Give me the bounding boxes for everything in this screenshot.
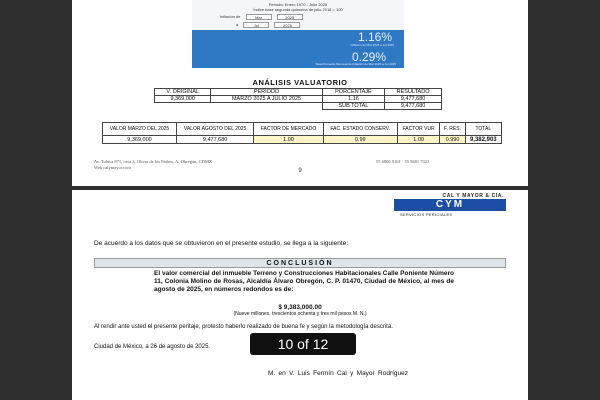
intro-paragraph: De acuerdo a los datos que se obtuvieron en el presente estudio, se llega a la siguiente: [94, 240, 349, 247]
table-header-cell: FACTOR VUR [397, 123, 440, 136]
inflation-index-line: Índice base segunda quincena de julio 2018 = 100 [253, 7, 343, 12]
subtotal-value: 9,477,680 [385, 103, 442, 110]
table-row [103, 136, 502, 144]
inflation-value: 1.16% [357, 30, 392, 44]
table-header-cell: VALOR AGOSTO DEL 2025 [176, 123, 253, 136]
table-header-cell: V. ORIGINAL [155, 89, 211, 96]
table-header-cell: TOTAL [465, 123, 501, 136]
table-header-cell: FAC. ESTADO CONSERV. [323, 123, 397, 136]
empty-cell [211, 103, 322, 110]
inflation-period-line: Periodo: Enero 1970 - Julio 2025 [268, 2, 328, 7]
appraisal-amount: $ 9,383,000.00 [278, 304, 322, 311]
table-header-cell: F. RES. [440, 123, 465, 136]
logo-subtitle: SERVICIOS PERICIALES [400, 212, 453, 217]
footer-address: Av. Toluca 871, casa 3, Olivar de los Padres, A. Obregón, CDMX [94, 159, 213, 164]
valuation-table [154, 88, 442, 110]
inflation-to-label: a [236, 22, 239, 28]
from-month-select[interactable]: Mar [246, 14, 272, 20]
final-statement: Al rendir ante usted el presente peritaje, protesto haberlo realizado de buena fe y según la metodología descrita. [94, 324, 393, 330]
table-header-cell: PERIODO [211, 89, 322, 96]
inflation-from-label: Inflación de [220, 14, 241, 20]
subtotal-label: SUB TOTAL [322, 103, 384, 110]
table-cell: MARZO 2025 A JULIO 2025 [211, 96, 322, 103]
monthly-rate-note: Tasa Promedio Mensual de Inflación de Mar 2025 a Jul 2025 [315, 62, 396, 66]
table-cell: 9,369,000 [103, 136, 177, 144]
table-cell: 9,369,000 [155, 96, 211, 103]
page-indicator: 10 of 12 [250, 333, 356, 355]
table-cell: 1.00 [397, 136, 440, 144]
appraisal-amount-words: (Nueve millones, trescientos ochenta y tres mil pesos M. N.) [233, 311, 367, 317]
conclusion-paragraph: El valor comercial del inmueble Terreno y Construcciones Habitacionales Calle Poniente Número 11, Colonia Molino de Rosas, Alcaldía Álvaro Obregón, C. P. 01470, Ciudad de México, al mes de agosto de 2025, en números redondos es de: [154, 270, 454, 293]
signature-line: M. en V. Luis Fermín Cal y Mayor Rodríguez [268, 370, 409, 377]
table-cell: 1.16 [322, 96, 384, 103]
table-cell: 1.00 [254, 136, 323, 144]
inflation-value-note: Inflación de Mar 2025 a Jul 2025 [350, 43, 394, 47]
table-header-cell: RESULTADO [385, 89, 442, 96]
document-page-10 [72, 190, 528, 400]
to-month-select[interactable]: Jul [243, 22, 269, 28]
footer-phones: 55 6806 9161 · 55 5681 7023 [376, 159, 430, 164]
footer-web: Web calymayor.com [94, 165, 131, 170]
page-number: 9 [298, 168, 302, 174]
table-cell: 0.990 [440, 136, 465, 144]
inflation-to-row [236, 22, 300, 28]
total-cell: 9,382,903 [465, 136, 501, 144]
inflation-from-row [220, 14, 303, 20]
empty-cell [155, 103, 211, 110]
table-header-cell: FACTOR DE MERCADO [254, 123, 323, 136]
inflation-calculator-panel [192, 0, 404, 68]
table-header-row [103, 123, 502, 136]
table-header-cell: PORCENTAJE [322, 89, 384, 96]
document-page-9 [72, 0, 528, 186]
table-cell: 9,477,680 [176, 136, 253, 144]
factors-table [102, 122, 502, 144]
monthly-rate-value: 0.29% [351, 50, 386, 64]
table-header-cell: VALOR MARZO DEL 2025 [103, 123, 177, 136]
date-line: Ciudad de México, a 26 de agosto de 2025. [94, 344, 211, 350]
to-year-select[interactable]: 2025 [274, 22, 300, 28]
table-row [155, 96, 442, 103]
section-title: ANÁLISIS VALUATORIO [252, 78, 348, 87]
table-cell: 0.99 [323, 136, 397, 144]
company-logo: CYM [394, 199, 506, 211]
conclusion-heading: CONCLUSIÓN [94, 258, 506, 268]
table-cell: 9,477,680 [385, 96, 442, 103]
subtotal-row [155, 103, 442, 110]
from-year-select[interactable]: 2025 [277, 14, 303, 20]
table-header-row [155, 89, 442, 96]
brand-name: CAL Y MAYOR & CIA. [442, 193, 504, 199]
